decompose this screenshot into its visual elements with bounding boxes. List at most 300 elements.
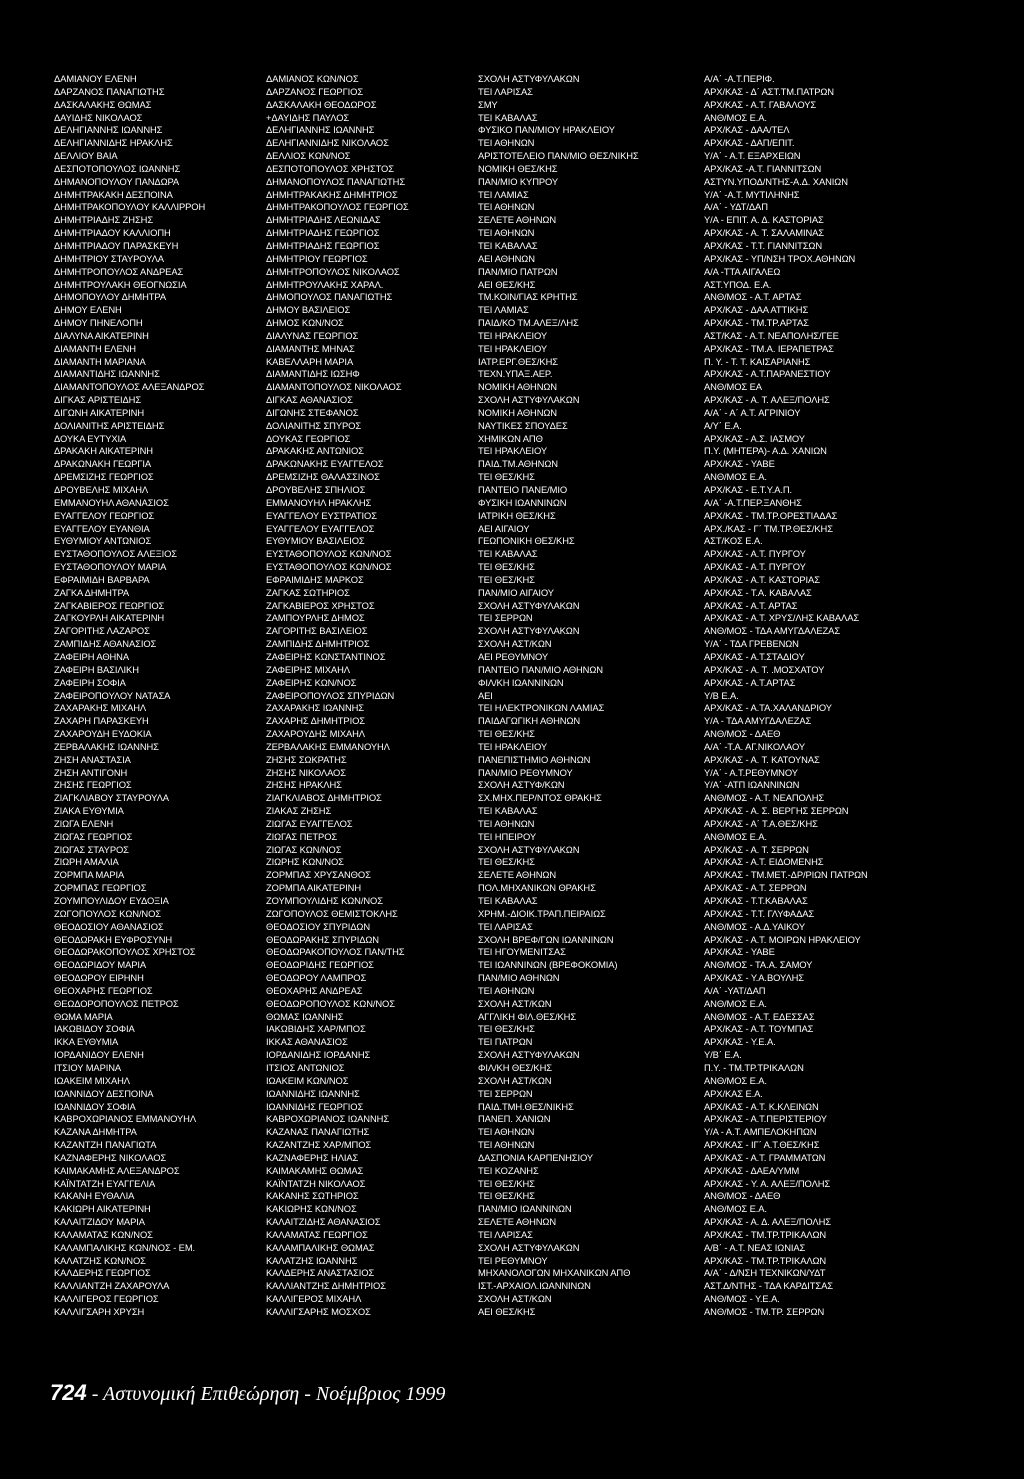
table-row [54,1255,1014,1268]
position-name: ΑΡΧ/ΚΑΣ Ε.Α. [704,1087,763,1099]
school-name: ΦΙΛ/ΚΗ ΙΩΑΝΝΙΝΩΝ [478,676,564,688]
parent-name: ΕΜΜΑΝΟΥΗΛ ΗΡΑΚΛΗΣ [266,496,372,508]
parent-name: ΖΑΓΟΡΙΤΗΣ ΒΑΣΙΛΕΙΟΣ [266,625,368,637]
candidate-name: ΖΑΧΑΡΑΚΗΣ ΜΙΧΑΗΛ [54,702,147,714]
school-name: ΣΧΟΛΗ ΑΣΤΥΦ/ΚΩΝ [478,779,565,791]
position-name: ΑΡΧ/ΚΑΣ - Α.Τ. ΠΥΡΓΟΥ [704,561,806,573]
parent-name: ΔΗΜΟΠΟΥΛΟΣ ΠΑΝΑΓΙΩΤΗΣ [266,291,393,303]
school-name: ΠΑΝΤΕΙΟ ΠΑΝΕ/ΜΙΟ [478,484,568,495]
table-row [54,471,1014,484]
candidate-name: ΖΟΡΜΠΑ ΜΑΡΙΑ [54,869,125,881]
table-row [54,227,1014,240]
candidate-name: ΔΗΜΗΤΡΟΥΛΑΚΗ ΘΕΟΓΝΩΣΙΑ [54,278,187,290]
school-name: ΧΡΗΜ.-ΔΙΟΙΚ.ΤΡΑΠ.ΠΕΙΡΑΙΩΣ [478,907,606,919]
candidate-name: ΔΗΜΟΥ ΠΗΝΕΛΟΠΗ [54,317,143,329]
candidate-name: ΘΕΩΔΟΡΟΠΟΥΛΟΣ ΠΕΤΡΟΣ [54,997,179,1009]
candidate-name: ΖΗΣΗ ΑΝΑΣΤΑΣΙΑ [54,753,131,765]
position-name: ΑΡΧ/ΚΑΣ - ΤΜ.ΤΡ.ΤΡΙΚΑΛΩΝ [704,1254,827,1266]
candidate-name: ΘΩΜΑ ΜΑΡΙΑ [54,1010,113,1022]
candidate-name: ΚΑΛΑΤΖΗΣ ΚΩΝ/ΝΟΣ [54,1254,146,1266]
position-name: ΑΡΧ/ΚΑΣ - Α.Τ.ΑΡΤΑΣ [704,676,796,688]
position-name: ΑΝΘ/ΜΟΣ Ε.Α. [704,1074,767,1086]
school-name: ΠΑΝΤΕΙΟ ΠΑΝ/ΜΙΟ ΑΘΗΝΩΝ [478,663,603,675]
position-name: ΑΡΧ/ΚΑΣ - ΤΜ.ΤΡ.ΤΡΙΚΑΛΩΝ [704,1228,827,1240]
candidate-name: ΖΑΓΚΟΥΡΛΗ ΑΙΚΑΤΕΡΙΝΗ [54,612,165,624]
parent-name: ΚΑΖΝΑΦΕΡΗΣ ΗΛΙΑΣ [266,1151,359,1163]
table-row [54,587,1014,600]
position-name: ΑΡΧ/ΚΑΣ - Α. Τ. ΣΑΛΑΜΙΝΑΣ [704,227,824,239]
table-row [54,253,1014,266]
school-name: ΤΕΙ ΚΑΒΑΛΑΣ [478,805,538,817]
position-name: ΑΡΧ/ΚΑΣ - Α. Τ. ΣΕΡΡΩΝ [704,843,809,855]
school-name: ΦΥΣΙΚΟ ΠΑΝ/ΜΙΟΥ ΗΡΑΚΛΕΙΟΥ [478,124,615,136]
candidate-name: ΔΗΜΗΤΡΙΟΥ ΣΤΑΥΡΟΥΛΑ [54,252,164,264]
table-row [54,921,1014,934]
parent-name: ΕΦΡΑΙΜΙΔΗΣ ΜΑΡΚΟΣ [266,573,364,585]
table-row [54,690,1014,703]
table-row [54,1062,1014,1075]
candidate-name: ΘΕΟΔΩΡΟΥ ΕΙΡΗΝΗ [54,972,144,984]
position-name: ΑΝΘ/ΜΟΣ Ε.Α. [704,1203,767,1215]
parent-name: ΖΑΧΑΡΟΥΔΗΣ ΜΙΧΑΗΛ [266,728,365,740]
position-name: ΑΡΧ/ΚΑΣ - ΤΜ.Α. ΙΕΡΑΠΕΤΡΑΣ [704,342,834,354]
table-row [54,1267,1014,1280]
candidate-name: ΔΡΑΚΑΚΗ ΑΙΚΑΤΕΡΙΝΗ [54,445,153,457]
parent-name: ΙΩΑΝΝΙΔΗΣ ΓΕΩΡΓΙΟΣ [266,1100,364,1112]
school-name: ΣΧΟΛΗ ΑΣΤΥΦΥΛΑΚΩΝ [478,1241,580,1253]
candidate-name: ΕΥΣΤΑΘΟΠΟΥΛΟΥ ΜΑΡΙΑ [54,561,167,573]
candidate-name: ΖΙΩΡΗ ΑΜΑΛΙΑ [54,856,119,868]
position-name: Υ/Α΄ -ΑΤΠ ΙΩΑΝΝΙΝΩΝ [704,779,800,791]
school-name: ΑΕΙ ΘΕΣ/ΚΗΣ [478,278,536,290]
parent-name: ΘΕΟΔΩΡΟΠΟΥΛΟΣ ΚΩΝ/ΝΟΣ [266,997,395,1009]
position-name: Υ/Α΄ - ΤΔΑ ΓΡΕΒΕΝΩΝ [704,638,799,650]
parent-name: ΔΙΓΩΝΗΣ ΣΤΕΦΑΝΟΣ [266,406,359,418]
school-name: ΤΕΙ ΣΕΡΡΩΝ [478,1087,533,1099]
position-name: ΑΡΧ/ΚΑΣ - Α.Τ. ΕΙΔΟΜΕΝΗΣ [704,856,824,868]
parent-name: ΙΑΚΩΒΙΔΗΣ ΧΑΡ/ΜΠΟΣ [266,1023,366,1035]
parent-name: ΘΩΜΑΣ ΙΩΑΝΝΗΣ [266,1010,344,1022]
school-name: ΤΕΙ ΘΕΣ/ΚΗΣ [478,1190,535,1202]
candidate-name: ΖΑΓΟΡΙΤΗΣ ΛΑΖΑΡΟΣ [54,625,150,637]
table-row [54,972,1014,985]
candidate-name: ΚΑΖΑΝΑ ΔΗΜΗΤΡΑ [54,1126,137,1138]
candidate-name: ΘΕΟΔΟΣΙΟΥ ΑΘΑΝΑΣΙΟΣ [54,920,164,932]
candidate-name: ΔΗΜΗΤΡΙΑΔΟΥ ΚΑΛΛΙΟΠΗ [54,227,171,239]
table-row [54,677,1014,690]
position-name: ΑΡΧ/ΚΑΣ - ΥΠ/ΝΣΗ ΤΡΟΧ.ΑΘΗΝΩΝ [704,252,856,264]
table-row [54,279,1014,292]
parent-name: ΔΗΜΗΤΡΟΠΟΥΛΟΣ ΝΙΚΟΛΑΟΣ [266,265,400,277]
table-row [54,1113,1014,1126]
position-name: ΑΝΘ/ΜΟΣ - ΤΜ.ΤΡ. ΣΕΡΡΩΝ [704,1306,825,1317]
parent-name: ΖΙΑΚΑΣ ΖΗΣΗΣ [266,805,332,817]
table-row [54,1126,1014,1139]
position-name: ΑΡΧ/ΚΑΣ - Α. Δ. ΑΛΕΞ/ΠΟΛΗΣ [704,1216,831,1228]
candidate-name: ΕΦΡΑΙΜΙΔΗ ΒΑΡΒΑΡΑ [54,573,150,585]
parent-name: ΘΕΟΔΟΣΙΟΥ ΣΠΥΡΙΔΩΝ [266,920,370,932]
parent-name: ΖΙΩΓΑΣ ΠΕΤΡΟΣ [266,830,338,842]
parent-name: ΖΟΥΜΠΟΥΛΙΔΗΣ ΚΩΝ/ΝΟΣ [266,895,383,906]
parent-name: ΚΑΖΑΝΑΣ ΠΑΝΑΓΙΩΤΗΣ [266,1126,370,1138]
parent-name: ΖΙΩΓΑΣ ΚΩΝ/ΝΟΣ [266,843,342,855]
school-name: ΓΕΩΠΟΝΙΚΗ ΘΕΣ/ΚΗΣ [478,535,575,547]
parent-name: ΙΩΑΝΝΙΔΗΣ ΙΩΑΝΝΗΣ [266,1087,360,1099]
position-name: ΑΡΧ/ΚΑΣ - Α.ΤΑ.ΧΑΛΑΝΔΡΙΟΥ [704,702,832,714]
school-name: ΤΕΙ ΚΑΒΑΛΑΣ [478,895,538,906]
school-name: ΤΕΙ ΗΡΑΚΛΕΙΟΥ [478,740,548,752]
school-name: ΤΕΙ ΑΘΗΝΩΝ [478,1126,535,1138]
table-row [54,433,1014,446]
school-name: ΑΕΙ ΡΕΘΥΜΝΟΥ [478,650,549,662]
parent-name: ΚΑΛΛΙΓΕΡΟΣ ΜΙΧΑΗΛ [266,1293,362,1305]
school-name: ΠΑΝ/ΜΙΟ ΠΑΤΡΩΝ [478,265,558,277]
table-row [54,767,1014,780]
candidate-name: ΕΥΑΓΓΕΛΟΥ ΕΥΑΝΘΙΑ [54,522,150,534]
publication-name: Αστυνομική Επιθεώρηση - Νοέμβριος 1999 [103,1383,446,1405]
table-row [54,343,1014,356]
table-row [54,818,1014,831]
parent-name: ΔΗΜΟΣ ΚΩΝ/ΝΟΣ [266,317,344,329]
parent-name: ΖΑΦΕΙΡΟΠΟΥΛΟΣ ΣΠΥΡΙΔΩΝ [266,689,395,701]
parent-name: ΖΑΧΑΡΗΣ ΔΗΜΗΤΡΙΟΣ [266,715,365,727]
school-name: ΠΑΝ/ΜΙΟ ΙΩΑΝΝΙΝΩΝ [478,1203,572,1215]
table-row [54,664,1014,677]
position-name: ΑΡΧ/ΚΑΣ - Τ.Τ. ΓΙΑΝΝΙΤΣΩΝ [704,239,822,251]
parent-name: ΕΥΘΥΜΙΟΥ ΒΑΣΙΛΕΙΟΣ [266,535,365,547]
position-name: ΑΡΧ/ΚΑΣ - Α. Τ. .ΜΟΣΧΑΤΟΥ [704,663,825,675]
school-name: ΤΕΙ ΛΑΡΙΣΑΣ [478,920,533,932]
candidate-name: ΔΑΥΙΔΗΣ ΝΙΚΟΛΑΟΣ [54,111,143,123]
table-row [54,458,1014,471]
parent-name: ΖΑΦΕΙΡΗΣ ΚΩΝΣΤΑΝΤΙΝΟΣ [266,650,386,662]
position-name: ΑΡΧ/ΚΑΣ - ΔΑΑ ΑΤΤΙΚΗΣ [704,304,809,316]
school-name: ΤΕΙ ΑΘΗΝΩΝ [478,817,535,829]
candidate-name: ΔΡΕΜΣΙΖΗΣ ΓΕΩΡΓΙΟΣ [54,471,154,483]
position-name: ΑΣΤΥΝ.ΥΠΟΔ/ΝΤΗΣ-Α.Δ. ΧΑΝΙΩΝ [704,175,848,187]
table-row [54,869,1014,882]
candidate-name: ΖΑΦΕΙΡΗ ΣΟΦΙΑ [54,676,126,688]
parent-name: ΚΑΛΑΤΖΗΣ ΙΩΑΝΝΗΣ [266,1254,358,1266]
table-row [54,420,1014,433]
candidate-name: ΖΟΡΜΠΑΣ ΓΕΩΡΓΙΟΣ [54,882,147,894]
parent-name: ΔΟΛΙΑΝΙΤΗΣ ΣΠΥΡΟΣ [266,419,362,431]
position-name: ΑΡΧ/ΚΑΣ - ΥΑΒΕ [704,946,775,958]
parent-name: ΔΙΑΛΥΝΑΣ ΓΕΩΡΓΙΟΣ [266,329,359,341]
table-row [54,908,1014,921]
position-name: ΑΡΧ/ΚΑΣ - ΔΑΠ/ΕΠΙΤ. [704,137,795,149]
candidate-name: ΔΙΑΜΑΝΤΟΠΟΥΛΟΣ ΑΛΕΞΑΝΔΡΟΣ [54,381,205,393]
parent-name: ΔΕΛΛΙΟΣ ΚΩΝ/ΝΟΣ [266,150,351,162]
school-name: ΤΕΙ ΣΕΡΡΩΝ [478,612,533,624]
position-name: ΑΡΧ/ΚΑΣ - Υ.Ε.Α. [704,1036,776,1048]
name-list-table [54,73,1014,1319]
candidate-name: ΚΑΛΔΕΡΗΣ ΓΕΩΡΓΙΟΣ [54,1267,151,1279]
candidate-name: ΕΥΑΓΓΕΛΟΥ ΓΕΩΡΓΙΟΣ [54,509,155,521]
table-row [54,1216,1014,1229]
position-name: ΑΝΘ/ΜΟΣ - ΔΑΕΘ [704,1190,781,1202]
school-name: ΤΕΙ ΛΑΜΙΑΣ [478,304,529,316]
parent-name: ΔΑΣΚΑΛΑΚΗ ΘΕΟΔΩΡΟΣ [266,98,377,110]
table-row [54,394,1014,407]
school-name: ΤΕΙ ΡΕΘΥΜΝΟΥ [478,1254,548,1266]
candidate-name: ΔΗΜΟΠΟΥΛΟΥ ΔΗΜΗΤΡΑ [54,291,167,303]
candidate-name: ΔΙΑΜΑΝΤΗ ΕΛΕΝΗ [54,342,136,354]
school-name: ΤΕΙ ΘΕΣ/ΚΗΣ [478,1177,535,1189]
position-name: ΑΡΧ/ΚΑΣ - Α.Σ. ΙΑΣΜΟΥ [704,432,805,444]
table-row [54,381,1014,394]
table-row [54,895,1014,908]
parent-name: ΖΕΡΒΑΛΑΚΗΣ ΕΜΜΑΝΟΥΗΛ [266,740,390,752]
school-name: ΧΗΜΙΚΩΝ ΑΠΘ [478,432,543,444]
position-name: ΑΡΧ/ΚΑΣ - Τ.Τ. ΓΛΥΦΑΔΑΣ [704,907,815,919]
parent-name: ΔΟΥΚΑΣ ΓΕΩΡΓΙΟΣ [266,432,351,444]
candidate-name: ΖΑΓΚΑΒΙΕΡΟΣ ΓΕΩΡΓΙΟΣ [54,599,165,611]
school-name: ΑΕΙ ΑΘΗΝΩΝ [478,252,535,264]
position-name: ΑΡΧ/ΚΑΣ - Υ. Α. ΑΛΕΞ/ΠΟΛΗΣ [704,1177,831,1189]
table-row [54,291,1014,304]
table-row [54,741,1014,754]
parent-name: ΚΑΛΛΙΑΝΤΖΗΣ ΔΗΜΗΤΡΙΟΣ [266,1280,386,1292]
parent-name: ΚΑΛΑΙΤΖΙΔΗΣ ΑΘΑΝΑΣΙΟΣ [266,1216,381,1228]
parent-name: ΔΗΜΗΤΡΙΟΥ ΓΕΩΡΓΙΟΣ [266,252,368,264]
table-row [54,1101,1014,1114]
position-name: Α/Α΄ -Α.Τ.ΠΕΡ.ΞΑΝΘΗΣ [704,496,802,508]
position-name: ΑΡΧ/ΚΑΣ - ΤΜ.ΤΡ.ΟΡΕΣΤΙΑΔΑΣ [704,509,838,521]
position-name: ΑΡΧ/ΚΑΣ - ΤΜ.ΜΕΤ.-ΔΡ/ΡΙΩΝ ΠΑΤΡΩΝ [704,869,868,881]
table-row [54,176,1014,189]
table-row [54,754,1014,767]
parent-name: ΖΟΡΜΠΑΣ ΧΡΥΣΑΝΘΟΣ [266,869,371,881]
candidate-name: ΔΗΜΟΥ ΕΛΕΝΗ [54,304,122,316]
table-row [54,484,1014,497]
parent-name: ΔΡΕΜΣΙΖΗΣ ΘΑΛΑΣΣΙΝΟΣ [266,471,380,483]
candidate-name: ΚΑΒΡΟΧΩΡΙΑΝΟΣ ΕΜΜΑΝΟΥΗΛ [54,1113,197,1125]
position-name: ΑΡΧ/ΚΑΣ - ΔΑΑ/ΤΕΛ [704,124,790,136]
parent-name: ΘΕΟΔΩΡΟΥ ΛΑΜΠΡΟΣ [266,972,367,984]
table-row [54,330,1014,343]
table-row [54,600,1014,613]
candidate-name: ΕΥΣΤΑΘΟΠΟΥΛΟΣ ΑΛΕΞΙΟΣ [54,548,177,560]
school-name: ΣΧ.ΜΗΧ.ΠΕΡ/ΝΤΟΣ ΘΡΑΚΗΣ [478,792,602,804]
position-name: ΑΡΧ/ΚΑΣ - Α. Τ. ΚΑΤΟΥΝΑΣ [704,753,820,765]
parent-name: ΚΑΛΔΕΡΗΣ ΑΝΑΣΤΑΣΙΟΣ [266,1267,375,1279]
candidate-name: ΚΑΛΑΙΤΖΙΔΟΥ ΜΑΡΙΑ [54,1216,145,1228]
position-name: Π.Υ. - ΤΜ.ΤΡ.ΤΡΙΚΑΛΩΝ [704,1061,804,1073]
school-name: ΣΧΟΛΗ ΑΣΤΥΦΥΛΑΚΩΝ [478,394,580,406]
table-row [54,497,1014,510]
table-row [54,1242,1014,1255]
position-name: Α/Β΄ - Α.Τ. ΝΕΑΣ ΙΩΝΙΑΣ [704,1241,806,1253]
table-row [54,1139,1014,1152]
table-row [54,1165,1014,1178]
school-name: ΤΕΙ ΗΛΕΚΤΡΟΝΙΚΩΝ ΛΑΜΙΑΣ [478,702,605,714]
table-row [54,728,1014,741]
school-name: ΣΧΟΛΗ ΑΣΤΥΦΥΛΑΚΩΝ [478,73,580,84]
position-name: ΑΝΘ/ΜΟΣ - Α.Τ. ΕΔΕΣΣΑΣ [704,1010,815,1022]
school-name: ΤΕΙ ΑΘΗΝΩΝ [478,201,535,213]
candidate-name: ΚΑΛΑΜΠΑΛΙΚΗΣ ΚΩΝ/ΝΟΣ - ΕΜ. [54,1241,196,1253]
position-name: ΑΡΧ/ΚΑΣ - Α.Τ. Κ.ΚΛΕΙΝΩΝ [704,1100,819,1112]
candidate-name: ΔΙΑΜΑΝΤΗ ΜΑΡΙΑΝΑ [54,355,146,367]
candidate-name: ΖΕΡΒΑΛΑΚΗΣ ΙΩΑΝΝΗΣ [54,740,159,752]
position-name: ΑΝΘ/ΜΟΣ - ΤΑ.Α. ΣΑΜΟΥ [704,959,813,971]
position-name: Υ/Α - ΤΔΑ ΑΜΥΓΔΑΛΕΖΑΣ [704,715,812,727]
position-name: Π.Υ. (ΜΗΤΕΡΑ)- Α.Δ. ΧΑΝΙΩΝ [704,445,827,457]
school-name: ΣΧΟΛΗ ΑΣΤ/ΚΩΝ [478,638,552,650]
candidate-name: ΘΕΟΧΑΡΗΣ ΓΕΩΡΓΙΟΣ [54,984,153,996]
position-name: ΑΣΤ/ΚΑΣ - Α.Τ. ΝΕΑΠΟΛΗΣ/ΓΕΕ [704,329,839,341]
parent-name: ΔΗΜΗΤΡΙΑΔΗΣ ΛΕΩΝΙΔΑΣ [266,214,381,226]
position-name: ΑΡΧ/ΚΑΣ - Α.Τ. ΠΥΡΓΟΥ [704,548,806,560]
school-name: ΤΕΙ ΗΓΟΥΜΕΝΙΤΣΑΣ [478,946,566,958]
school-name: ΝΑΥΤΙΚΕΣ ΣΠΟΥΔΕΣ [478,419,568,431]
position-name: Α/Α΄ - Α΄ Α.Τ. ΑΓΡΙΝΙΟΥ [704,406,801,418]
table-row [54,163,1014,176]
position-name: ΑΡΧ/ΚΑΣ - Α.Τ. ΑΡΤΑΣ [704,599,798,611]
table-row [54,535,1014,548]
candidate-name: ΖΙΩΓΑΣ ΓΕΩΡΓΙΟΣ [54,830,133,842]
position-name: ΑΣΤ/ΚΟΣ Ε.Α. [704,535,763,547]
school-name: ΝΟΜΙΚΗ ΑΘΗΝΩΝ [478,381,557,393]
table-row [54,1280,1014,1293]
parent-name: ΖΑΓΚΑΒΙΕΡΟΣ ΧΡΗΣΤΟΣ [266,599,375,611]
parent-name: ΔΡΑΚΑΚΗΣ ΑΝΤΩΝΙΟΣ [266,445,364,457]
school-name: ΤΕΙ ΛΑΡΙΣΑΣ [478,1228,533,1240]
school-name: ΠΟΛ.ΜΗΧΑΝΙΚΩΝ ΘΡΑΚΗΣ [478,882,596,894]
table-row [54,124,1014,137]
candidate-name: ΚΑΚΑΝΗ ΕΥΘΑΛΙΑ [54,1190,135,1202]
candidate-name: ΔΑΡΖΑΝΟΣ ΠΑΝΑΓΙΩΤΗΣ [54,85,165,97]
position-name: ΑΝΘ/ΜΟΣ - Υ.Ε.Α. [704,1293,780,1305]
school-name: ΤΕΙ ΛΑΜΙΑΣ [478,188,529,200]
candidate-name: ΕΜΜΑΝΟΥΗΛ ΑΘΑΝΑΣΙΟΣ [54,496,169,508]
candidate-name: ΔΡΑΚΩΝΑΚΗ ΓΕΩΡΓΙΑ [54,458,151,470]
position-name: ΑΡΧ/ΚΑΣ - Α.Τ. ΧΡΥΣ/ΛΗΣ ΚΑΒΑΛΑΣ [704,612,860,624]
table-row [54,1190,1014,1203]
parent-name: ΖΑΜΠΙΔΗΣ ΔΗΜΗΤΡΙΟΣ [266,638,370,650]
table-row [54,1203,1014,1216]
candidate-name: ΚΑΙΜΑΚΑΜΗΣ ΑΛΕΞΑΝΔΡΟΣ [54,1164,180,1176]
position-name: ΑΝΘ/ΜΟΣ - Α.Τ. ΝΕΑΠΟΛΗΣ [704,792,825,804]
candidate-name: ΘΕΟΔΩΡΙΔΟΥ ΜΑΡΙΑ [54,959,147,971]
candidate-name: ΔΕΣΠΟΤΟΠΟΥΛΟΣ ΙΩΑΝΝΗΣ [54,162,181,174]
candidate-name: ΖΗΣΗΣ ΓΕΩΡΓΙΟΣ [54,779,132,791]
table-row [54,946,1014,959]
parent-name: ΔΗΜΗΤΡΑΚΟΠΟΥΛΟΣ ΓΕΩΡΓΙΟΣ [266,201,409,213]
school-name: ΝΟΜΙΚΗ ΘΕΣ/ΚΗΣ [478,162,558,174]
candidate-name: ΙΟΡΔΑΝΙΔΟΥ ΕΛΕΝΗ [54,1049,144,1061]
school-name: ΤΕΙ ΑΘΗΝΩΝ [478,137,535,149]
school-name: ΦΥΣΙΚΗ ΙΩΑΝΝΙΝΩΝ [478,496,567,508]
table-row [54,407,1014,420]
school-name: ΜΗΧΑΝΟΛΟΓΩΝ ΜΗΧΑΝΙΚΩΝ ΑΠΘ [478,1267,631,1279]
position-name: ΑΡΧ/ΚΑΣ - Α.Τ. ΓΡΑΜΜΑΤΩΝ [704,1151,826,1163]
position-name: Α/Α΄ -Τ.Α. ΑΓ.ΝΙΚΟΛΑΟΥ [704,740,806,752]
candidate-name: ΕΥΘΥΜΙΟΥ ΑΝΤΩΝΙΟΣ [54,535,152,547]
table-row [54,510,1014,523]
school-name: ΤΕΙ ΘΕΣ/ΚΗΣ [478,573,535,585]
parent-name: ΖΑΜΠΟΥΡΛΗΣ ΔΗΜΟΣ [266,612,365,624]
candidate-name: ΚΑΖΝΑΦΕΡΗΣ ΝΙΚΟΛΑΟΣ [54,1151,167,1163]
position-name: ΑΡΧ/ΚΑΣ - Δ΄ ΑΣΤ.ΤΜ.ΠΑΤΡΩΝ [704,85,834,97]
table-row [54,856,1014,869]
school-name: ΤΕΙ ΚΑΒΑΛΑΣ [478,548,538,560]
candidate-name: ΔΗΜΑΝΟΠΟΥΛΟΥ ΠΑΝΔΩΡΑ [54,175,180,187]
parent-name: ΕΥΑΓΓΕΛΟΥ ΕΥΣΤΡΑΤΙΟΣ [266,509,377,521]
table-row [54,356,1014,369]
table-row [54,1306,1014,1319]
parent-name: ΖΑΦΕΙΡΗΣ ΚΩΝ/ΝΟΣ [266,676,357,688]
candidate-name: ΖΑΓΚΑ ΔΗΜΗΤΡΑ [54,586,130,598]
candidate-name: ΘΕΟΔΩΡΑΚΟΠΟΥΛΟΣ ΧΡΗΣΤΟΣ [54,946,196,958]
school-name: ΣΜΥ [478,98,498,110]
parent-name: ΔΙΑΜΑΝΤΟΠΟΥΛΟΣ ΝΙΚΟΛΑΟΣ [266,381,402,393]
position-name: ΑΡΧ/ΚΑΣ - ΥΑΒΕ [704,458,775,470]
table-row [54,548,1014,561]
table-row [54,1011,1014,1024]
candidate-name: ΔΑΣΚΑΛΑΚΗΣ ΘΩΜΑΣ [54,98,152,110]
school-name: ΤΕΙ ΛΑΡΙΣΑΣ [478,85,533,97]
position-name: ΑΡΧ/ΚΑΣ - Α΄ Τ.Α.ΘΕΣ/ΚΗΣ [704,817,818,829]
school-name: ΑΓΓΛΙΚΗ ΦΙΛ.ΘΕΣ/ΚΗΣ [478,1010,577,1022]
parent-name: ΔΡΟΥΒΕΛΗΣ ΣΠΗΛΙΟΣ [266,484,366,495]
parent-name: ΔΗΜΑΝΟΠΟΥΛΟΣ ΠΑΝΑΓΙΩΤΗΣ [266,175,406,187]
position-name: ΑΡΧ/ΚΑΣ - Α.Τ. ΤΟΥΜΠΑΣ [704,1023,814,1035]
school-name: ΤΕΙ ΗΡΑΚΛΕΙΟΥ [478,342,548,354]
candidate-name: ΔΙΑΜΑΝΤΙΔΗΣ ΙΩΑΝΝΗΣ [54,368,160,380]
position-name: ΑΡΧ/ΚΑΣ - Α.Τ. ΜΟΙΡΩΝ ΗΡΑΚΛΕΙΟΥ [704,933,861,945]
parent-name: ΖΙΑΓΚΛΙΑΒΟΣ ΔΗΜΗΤΡΙΟΣ [266,792,382,804]
position-name: ΑΝΘ/ΜΟΣ ΕΑ [704,381,762,393]
table-row [54,317,1014,330]
footer-dash: - [86,1383,104,1405]
school-name: ΤΕΙ ΗΡΑΚΛΕΙΟΥ [478,445,548,457]
candidate-name: ΔΟΥΚΑ ΕΥΤΥΧΙΑ [54,432,127,444]
position-name: ΑΡΧ/ΚΑΣ - Α.Τ. ΓΑΒΑΛΟΥΣ [704,98,817,110]
school-name: ΤΕΙ ΘΕΣ/ΚΗΣ [478,471,535,483]
page-footer [50,1380,445,1406]
table-row [54,715,1014,728]
table-row [54,1036,1014,1049]
school-name: ΑΕΙ ΑΙΓΑΙΟΥ [478,522,530,534]
candidate-name: ΘΕΟΔΩΡΑΚΗ ΕΥΦΡΟΣΥΝΗ [54,933,173,945]
parent-name: ΖΑΧΑΡΑΚΗΣ ΙΩΑΝΝΗΣ [266,702,364,714]
position-name: Υ/Α΄ - Α.Τ.ΡΕΘΥΜΝΟΥ [704,766,798,778]
parent-name: ΚΑΛΑΜΠΑΛΙΚΗΣ ΘΩΜΑΣ [266,1241,375,1253]
parent-name: ΚΑΒΕΛΛΑΡΗ ΜΑΡΙΑ [266,355,354,367]
position-name: ΑΡΧ/ΚΑΣ - Α.Τ.ΠΕΡΙΣΤΕΡΙΟΥ [704,1113,827,1125]
table-row [54,638,1014,651]
parent-name: ΔΗΜΗΤΡΑΚΑΚΗΣ ΔΗΜΗΤΡΙΟΣ [266,188,398,200]
parent-name: ΔΕΣΠΟΤΟΠΟΥΛΟΣ ΧΡΗΣΤΟΣ [266,162,394,174]
candidate-name: ΔΗΜΗΤΡΙΑΔΗΣ ΖΗΣΗΣ [54,214,154,226]
school-name: ΤΕΙ ΚΑΒΑΛΑΣ [478,239,538,251]
parent-name: ΖΗΣΗΣ ΣΩΚΡΑΤΗΣ [266,753,347,765]
candidate-name: ΙΤΣΙΟΥ ΜΑΡΙΝΑ [54,1061,122,1073]
table-row [54,702,1014,715]
school-name: ΤΜ.ΚΟΙΝ/ΓΙΑΣ ΚΡΗΤΗΣ [478,291,578,303]
candidate-name: ΔΕΛΗΓΙΑΝΝΙΔΗΣ ΗΡΑΚΛΗΣ [54,137,173,149]
candidate-name: ΖΑΧΑΡΗ ΠΑΡΑΣΚΕΥΗ [54,715,149,727]
position-name: ΑΝΘ/ΜΟΣ - Α.Τ. ΑΡΤΑΣ [704,291,802,303]
candidate-name: ΖΑΦΕΙΡΟΠΟΥΛΟΥ ΝΑΤΑΣΑ [54,689,171,701]
school-name: ΠΑΙΔ.ΤΜΗ.ΘΕΣ/ΝΙΚΗΣ [478,1100,574,1112]
position-name: ΑΝΘ/ΜΟΣ Ε.Α. [704,830,767,842]
candidate-name: ΙΩΑΝΝΙΔΟΥ ΔΕΣΠΟΙΝΑ [54,1087,154,1099]
parent-name: ΖΑΓΚΑΣ ΣΩΤΗΡΙΟΣ [266,586,350,598]
candidate-name: ΔΡΟΥΒΕΛΗΣ ΜΙΧΑΗΛ [54,484,149,495]
